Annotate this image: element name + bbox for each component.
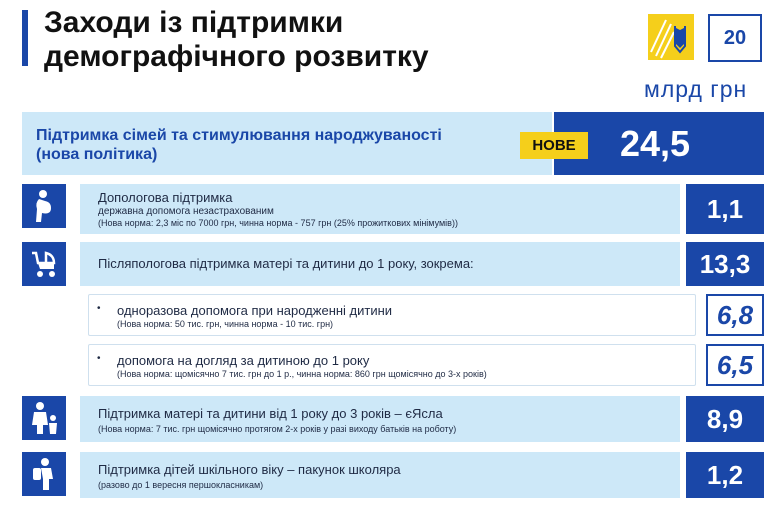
ukraine-trident-logo-icon (648, 14, 694, 60)
main-measure-text: Підтримка сімей та стимулювання народжуваності (нова політика) (36, 127, 442, 163)
row-note: (Нова норма: 2,3 міс по 7000 грн, чинна норма - 757 грн (25% прожиткових мінімумів)) (98, 218, 458, 228)
postnatal-support-value: 13,3 (686, 242, 764, 286)
birth-payment-value: 6,8 (706, 294, 764, 336)
postnatal-support-row (80, 242, 680, 286)
mother-child-icon (22, 396, 66, 440)
school-age-row (80, 452, 680, 498)
early-childhood-value: 8,9 (686, 396, 764, 442)
school-age-value: 1,2 (686, 452, 764, 498)
row-note: (разово до 1 вересня першокласникам) (98, 480, 264, 490)
new-badge: НОВЕ (520, 132, 588, 159)
prenatal-support-value: 1,1 (686, 184, 764, 234)
subrow-note: (Нова норма: щомісячно 7 тис. грн до 1 р., чинна норма: 860 грн щомісячно до 3-х років) (117, 369, 487, 379)
stroller-icon (22, 242, 66, 286)
subrow-note: (Нова норма: 50 тис. грн, чинна норма - 10 тис. грн) (117, 319, 334, 329)
row-title: Післяпологова підтримка матері та дитини до 1 року, зокрема: (98, 256, 474, 271)
page-title: Заходи із підтримки демографічного розвитку (44, 6, 429, 73)
bullet: • (97, 353, 101, 364)
childcare-payment-value: 6,5 (706, 344, 764, 386)
birth-payment-subrow (88, 294, 696, 336)
early-childhood-row (80, 396, 680, 442)
prenatal-support-row (80, 184, 680, 234)
unit-label: млрд грн (644, 76, 748, 102)
main-measure-value: 24,5 (554, 112, 764, 175)
childcare-payment-subrow (88, 344, 696, 386)
subrow-title: одноразова допомога при народженні дитини (117, 303, 393, 318)
page-number: 20 (708, 14, 762, 62)
row-title: Підтримка матері та дитини від 1 року до 3 років – єЯсла (98, 406, 443, 421)
schoolchild-icon (22, 452, 66, 496)
subrow-title: допомога на догляд за дитиною до 1 року (117, 353, 370, 368)
row-subtitle: державна допомога незастрахованим (98, 206, 274, 217)
title-accent-bar (22, 10, 28, 66)
row-note: (Нова норма: 7 тис. грн щомісячно протягом 2-х років у разі виходу батьків на роботу) (98, 424, 457, 434)
bullet: • (97, 303, 101, 314)
main-measure-row (22, 112, 552, 175)
pregnant-woman-icon (22, 184, 66, 228)
row-title: Підтримка дітей шкільного віку – пакунок школяра (98, 462, 401, 477)
row-title: Допологова підтримка (98, 190, 233, 205)
